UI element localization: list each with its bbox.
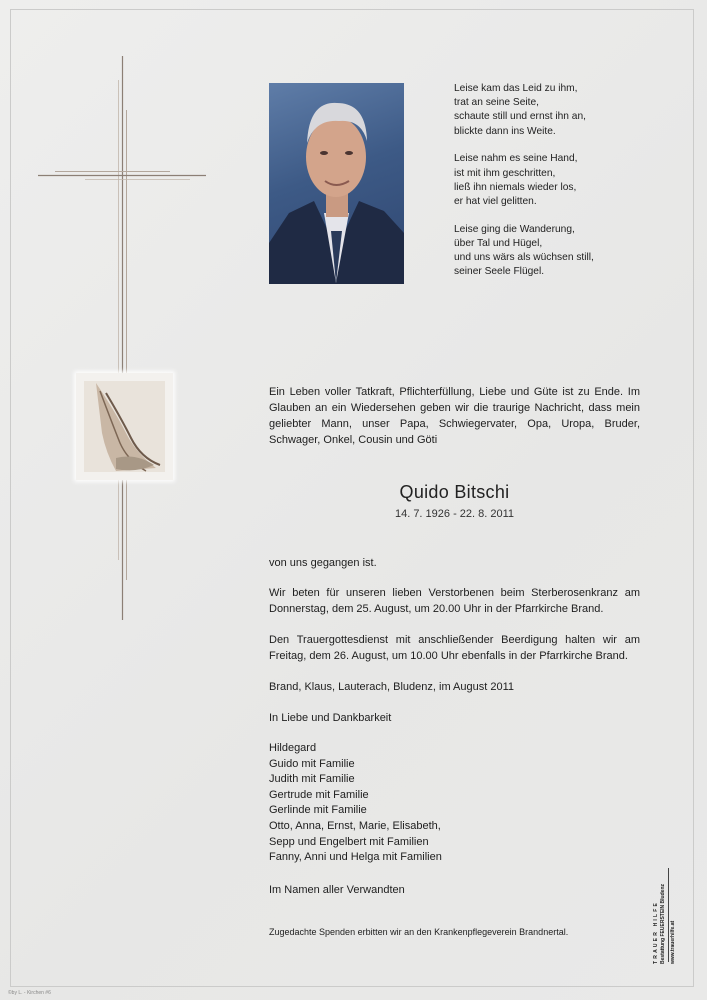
poem-stanza [454,82,654,139]
poem-line: schaute still und ernst ihn an, [454,111,586,123]
portrait-photo [269,83,404,284]
funeral-home-logo [651,866,681,964]
logo-title: TRAUER HILFE [653,900,659,964]
copyright-note: ©by L. - Kirchen #6 [8,990,51,996]
donations-note: Zugedachte Spenden erbitten wir an den Krankenpflegeverein Brandnertal. [269,927,569,937]
logo-subtitle: Bestattung FEUERSTEIN Bludenz [660,883,666,964]
mourner-item: Sepp und Engelbert mit Familien [269,835,429,848]
intro-paragraph: Ein Leben voller Tatkraft, Pflichterfüllung, Liebe und Güte ist zu Ende. Im Glauben an ein Wiedersehen geben wir die traurige Nachricht, dass mein geliebter Mann, unser Papa, Schwiegervater, Opa, Uropa, Bruder, Schwager, Onkel, Cousin und Göti [269,386,640,446]
mourner-item: Fanny, Anni und Helga mit Familien [269,851,442,864]
logo-website: www.trauerhilfe.at [670,920,676,964]
rosary-paragraph: Wir beten für unseren lieben Verstorbenen beim Sterberosenkranz am Donnerstag, dem 25. August, um 20.00 Uhr in der Pfarrkirche Brand. [269,587,640,615]
poem [454,82,654,293]
mourner-item: Otto, Anna, Ernst, Marie, Elisabeth, [269,819,441,832]
poem-line: ist mit ihm geschritten, [454,167,556,179]
poem-line: und uns wärs als wüchsen still, [454,252,594,264]
life-dates: 14. 7. 1926 - 22. 8. 2011 [394,508,515,520]
poem-line: Leise kam das Leid zu ihm, [454,83,578,94]
mourner-item: Hildegard [269,742,317,754]
praying-hands-image [76,373,173,480]
place-date: Brand, Klaus, Lauterach, Bludenz, im August 2011 [269,681,515,693]
poem-line: ließ ihn niemals wieder los, [454,181,577,193]
poem-line: er hat viel gelitten. [454,195,537,207]
mourner-item: Guido mit Familie [269,757,355,770]
mourner-item: Gerlinde mit Familie [269,804,367,817]
poem-line: Leise nahm es seine Hand, [454,153,578,165]
poem-line: Leise ging die Wanderung, [454,223,575,235]
poem-line: trat an seine Seite, [454,97,539,109]
mourner-item: Gertrude mit Familie [269,788,369,801]
poem-stanza [454,223,654,280]
deceased-name: Quido Bitschi [399,482,510,502]
poem-line: seiner Seele Flügel. [454,266,545,278]
poem-line: blickte dann ins Weite. [454,125,556,137]
relatives-line: Im Namen aller Verwandten [269,884,405,896]
passed-text: von uns gegangen ist. [269,557,377,569]
mourners-list [269,741,442,866]
love-line: In Liebe und Dankbarkeit [269,712,392,724]
logo-divider [668,868,669,962]
poem-stanza [454,152,654,209]
poem-line: über Tal und Hügel, [454,237,543,249]
funeral-paragraph: Den Trauergottesdienst mit anschließender Beerdigung halten wir am Freitag, dem 26. August, um 10.00 Uhr ebenfalls in der Pfarrkirche Brand. [269,634,640,662]
mourner-item: Judith mit Familie [269,773,355,786]
